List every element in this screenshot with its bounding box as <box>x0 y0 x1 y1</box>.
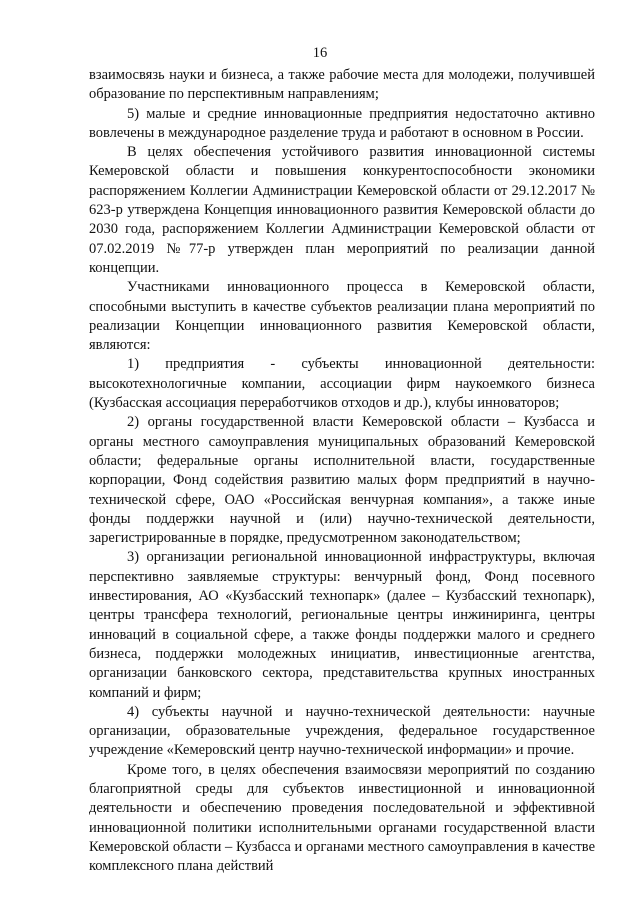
body-text <box>89 66 595 876</box>
paragraph: В целях обеспечения устойчивого развития инновационной системы Кемеровской области и повышения конкурентоспособности экономики распоряжением Коллегии Администрации Кемеровской области от 29.12.2017 № 623-р утверждена Концепция инновационного развития Кемеровской области до 2030 года, распоряжением Коллегии Администрации Кемеровской области от 07.02.2019 №77-р утвержден план мероприятий по реализации данной концепции. <box>89 144 595 276</box>
list-item: 3) организации региональной инновационной инфраструктуры, включая перспективно заявляемые структуры: венчурный фонд, Фонд посевного инвестирования, АО «Кузбасский технопарк» (далее – Кузбасский технопарк), центры трансфера технологий, региональные центры инжиниринга, центры инноваций в социальной сфере, а также фонды поддержки малого и среднего бизнеса, поддержки молодежных инициатив, инвестиционные агентства, организации банковского сектора, представительства крупных иностранных компаний и фирм; <box>89 549 595 701</box>
paragraph: взаимосвязь науки и бизнеса, а также рабочие места для молодежи, получившей образование по перспективным направлениям; <box>89 67 595 103</box>
list-item: 1) предприятия - субъекты инновационной деятельности: высокотехнологичные компании, ассоциации фирм наукоемкого бизнеса (Кузбасская ассоциация переработчиков отходов и др.), клубы инноваторов; <box>89 356 595 412</box>
paragraph: 5) малые и средние инновационные предприятия недостаточно активно вовлечены в международное разделение труда и работают в основном в России. <box>89 105 595 141</box>
page-number: 16 <box>312 45 328 61</box>
paragraph: Кроме того, в целях обеспечения взаимосвязи мероприятий по созданию благоприятной среды для субъектов инвестиционной и инновационной деятельности и обеспечению проведения последовательной и эффективной инновационной политики исполнительными органами государственной власти Кемеровской области – Кузбасса и органами местного самоуправления в качестве комплексного плана действий <box>89 761 595 875</box>
list-item: 4) субъекты научной и научно-технической деятельности: научные организации, образовательные учреждения, федеральное государственное учреждение «Кемеровский центр научно-технической информации» и прочие. <box>89 703 595 759</box>
paragraph: Участниками инновационного процесса в Кемеровской области, способными выступить в качестве субъектов реализации плана мероприятий по реализации Концепции инновационного развития Кемеровской области, являются: <box>89 279 595 354</box>
list-item: 2) органы государственной власти Кемеровской области – Кузбасса и органы местного самоуправления муниципальных образований Кемеровской области; федеральные органы исполнительной власти, государственные корпорации, Фонд содействия развитию малых форм предприятий в научно-технической сфере, ОАО «Российская венчурная компания», а также иные фонды поддержки научной и (или) научно-технической деятельности, зарегистрированные в порядке, предусмотренном законодательством; <box>89 414 595 547</box>
